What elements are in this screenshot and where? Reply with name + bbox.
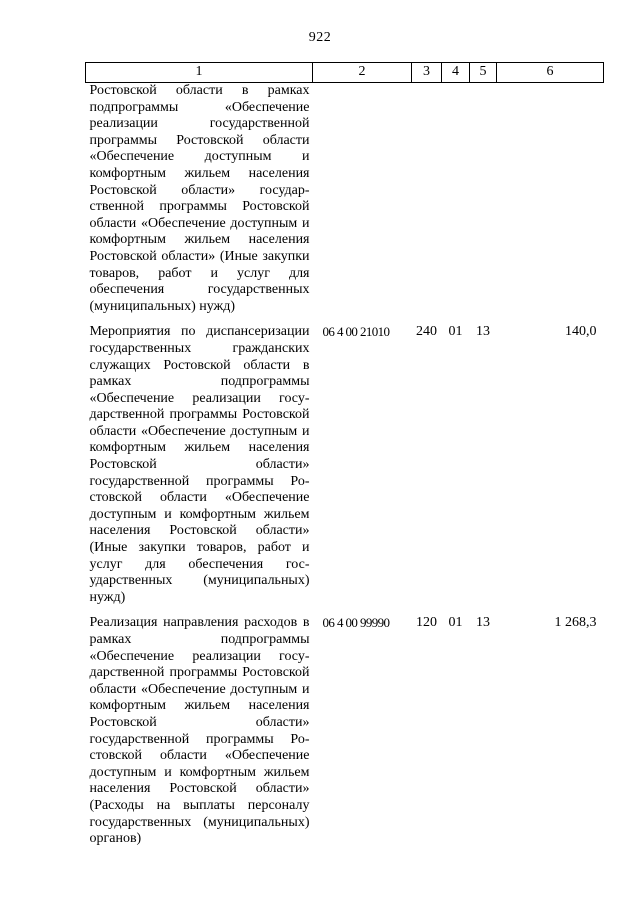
page-number: 922 [308,30,332,45]
row-expense-type [412,83,442,323]
row-subsection [470,83,497,323]
row-section: 01 [448,324,463,340]
column-header-6: 6 [497,63,604,83]
table-row [86,613,604,854]
column-header-2: 2 [313,63,412,83]
row-target-code: 06 4 00 99990 [322,615,390,631]
row-subsection: 13 [476,615,490,631]
row-description: Ростовской области в рамках подпрограммы «Обеспечение реализации государственной программы Ростовской области «Обеспечение доступным и комфортным жильем населения Ростовской области» государственной программы Ростовской области «Обеспечение доступным и комфортным жильем населения Ростовской области» (Иные закупки товаров, работ и услуг для обеспечения государственных (муниципальных) нужд) [89,83,310,314]
column-header-4: 4 [442,63,470,83]
row-amount [497,83,604,323]
row-subsection: 13 [476,324,490,340]
row-expense-type: 120 [416,615,437,631]
budget-table [85,62,604,855]
row-amount: 1 268,3 [554,615,597,631]
row-amount: 140,0 [565,324,597,340]
row-description: Реализация направления расходов в рамках подпрограммы «Обеспечение реализации государственной программы Ростовской области «Обеспечение доступным и комфортным жильем населения Ростовской области» государственной программы Ростовской области «Обеспечение доступным и комфортным жильем населения Ростовской области» (Расходы на выплаты персоналу государственных (муниципальных) органов) [89,615,310,847]
row-section [442,83,470,323]
row-target-code [313,83,412,323]
row-target-code: 06 4 00 21010 [322,324,390,340]
row-section: 01 [448,615,463,631]
column-header-1: 1 [86,63,313,83]
row-description: Мероприятия по диспансеризации государственных гражданских служащих Ростовской области в рамках подпрограммы «Обеспечение реализации государственной программы Ростовской области «Обеспечение доступным и комфортным жильем населения Ростовской области» государственной программы Ростовской области «Обеспечение доступным и комфортным жильем населения Ростовской области» (Иные закупки товаров, работ и услуг для обеспечения государственных (муниципальных) нужд) [89,324,310,605]
row-expense-type: 240 [416,324,437,340]
column-header-3: 3 [412,63,442,83]
table-row [86,83,604,323]
table-row [86,322,604,613]
table-header-row [86,63,604,83]
column-header-5: 5 [470,63,497,83]
